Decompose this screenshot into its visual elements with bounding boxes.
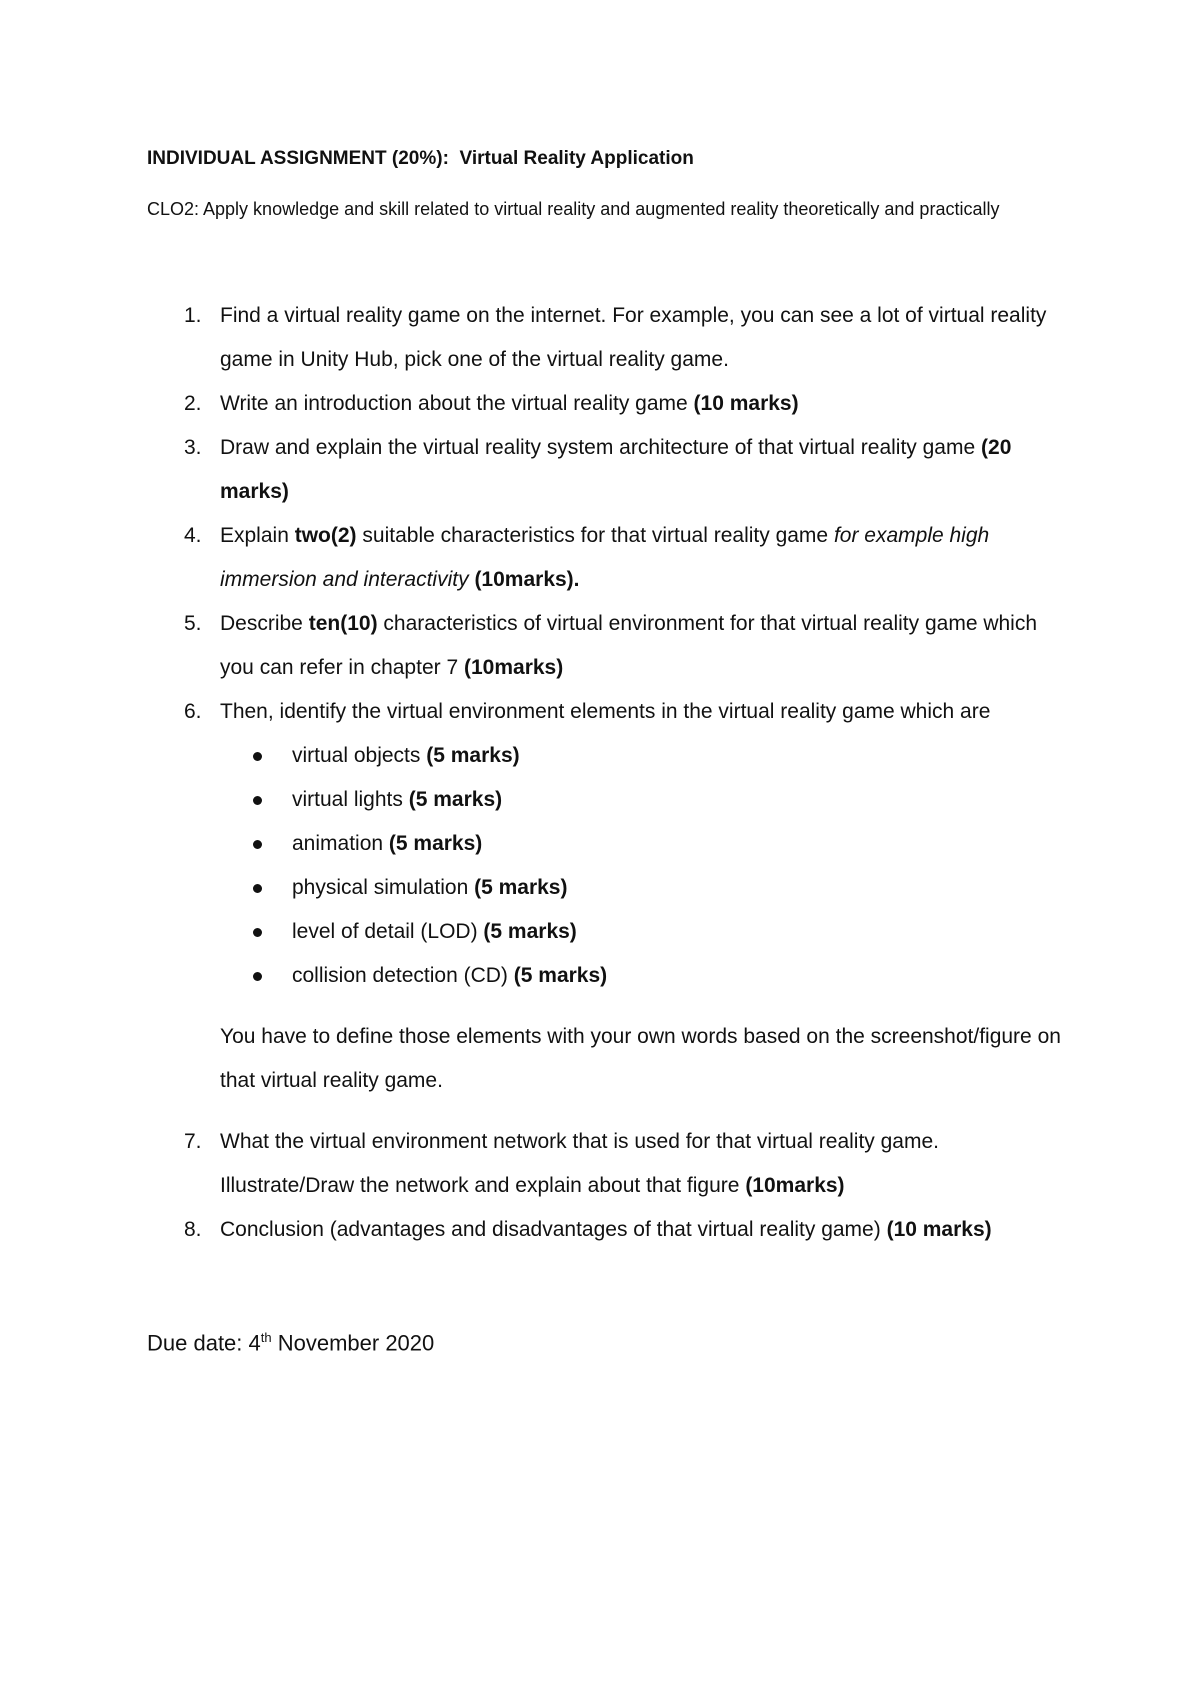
task-marks: (10marks). xyxy=(474,568,580,591)
bullet-marks: (5 marks) xyxy=(513,964,608,987)
task-example: for example high immersion and interactivity xyxy=(220,524,990,591)
task-marks: (10 marks) xyxy=(693,392,799,415)
bullet-item xyxy=(220,822,1067,866)
bullet-dot-icon xyxy=(253,796,262,805)
bullet-item xyxy=(220,778,1067,822)
task-item-5 xyxy=(147,602,1067,690)
task-item-7 xyxy=(147,1120,1067,1208)
bullet-marks: (5 marks) xyxy=(474,876,568,899)
task-number: 8. xyxy=(184,1218,202,1241)
task-item-6 xyxy=(147,690,1067,1103)
bullet-dot-icon xyxy=(253,928,262,937)
course-learning-outcome: CLO2: Apply knowledge and skill related to virtual reality and augmented reality theoretically and practically xyxy=(147,199,1000,219)
task-text: Explain xyxy=(220,524,289,547)
task-marks: (20 marks) xyxy=(220,436,1012,503)
task-item-3 xyxy=(147,426,1067,514)
task-list xyxy=(147,294,1067,1252)
task-item-8 xyxy=(147,1208,1067,1252)
bullet-text: animation xyxy=(292,832,384,855)
assignment-heading xyxy=(147,148,694,170)
task-text-continued: suitable characteristics for that virtual reality game xyxy=(362,524,829,547)
bullet-marks: (5 marks) xyxy=(388,832,483,855)
heading-title: Virtual Reality Application xyxy=(459,148,694,169)
bullet-item xyxy=(220,734,1067,778)
task-item-2 xyxy=(147,382,1067,426)
bullet-text: physical simulation xyxy=(292,876,469,899)
task-text: Draw and explain the virtual reality system architecture of that virtual reality game xyxy=(220,436,976,459)
element-bullet-list xyxy=(220,734,1067,998)
task-marks: (10marks) xyxy=(463,656,564,679)
task-number: 4. xyxy=(184,524,202,547)
bullet-marks: (5 marks) xyxy=(408,788,503,811)
bullet-item xyxy=(220,910,1067,954)
task-number: 6. xyxy=(184,700,202,723)
heading-label: INDIVIDUAL ASSIGNMENT (20%): xyxy=(147,148,449,169)
task-number: 1. xyxy=(184,304,202,327)
bullet-item xyxy=(220,954,1067,998)
task-number: 7. xyxy=(184,1130,202,1153)
task-text: Conclusion (advantages and disadvantages of that virtual reality game) xyxy=(220,1218,881,1241)
bullet-dot-icon xyxy=(253,972,262,981)
task-marks: (10marks) xyxy=(745,1174,845,1197)
due-date-ordinal: th xyxy=(260,1330,272,1345)
bullet-text: collision detection (CD) xyxy=(292,964,508,987)
due-date-month-year: November 2020 xyxy=(277,1330,435,1356)
task-number: 5. xyxy=(184,612,202,635)
bullet-text: level of detail (LOD) xyxy=(292,920,478,943)
task-text: Write an introduction about the virtual reality game xyxy=(220,392,688,415)
bullet-marks: (5 marks) xyxy=(426,744,520,767)
task-item-1 xyxy=(147,294,1067,382)
task-text: Find a virtual reality game on the internet. For example, you can see a lot of virtual reality game in Unity Hub, pick one of the virtual reality game. xyxy=(220,304,1047,371)
bullet-marks: (5 marks) xyxy=(483,920,577,943)
task-text-continued: characteristics of virtual environment for that virtual reality game which you can refer in chapter 7 xyxy=(220,612,1038,679)
task-emphasis: two(2) xyxy=(294,524,357,547)
bullet-dot-icon xyxy=(253,884,262,893)
due-date xyxy=(147,1330,434,1356)
bullet-dot-icon xyxy=(253,752,262,761)
bullet-text: virtual objects xyxy=(292,744,421,767)
task-note: You have to define those elements with your own words based on the screenshot/figure on that virtual reality game. xyxy=(220,1025,1061,1092)
task-text: Then, identify the virtual environment elements in the virtual reality game which are xyxy=(220,700,991,723)
bullet-item xyxy=(220,866,1067,910)
bullet-dot-icon xyxy=(253,840,262,849)
task-emphasis: ten(10) xyxy=(308,612,378,635)
task-text: What the virtual environment network that is used for that virtual reality game. Illustrate/Draw the network and explain about that figure xyxy=(220,1130,939,1197)
due-date-label: Due date: 4 xyxy=(147,1330,261,1356)
task-number: 2. xyxy=(184,392,202,415)
bullet-text: virtual lights xyxy=(292,788,403,811)
task-number: 3. xyxy=(184,436,202,459)
task-item-4 xyxy=(147,514,1067,602)
task-marks: (10 marks) xyxy=(886,1218,992,1241)
task-text: Describe xyxy=(220,612,303,635)
